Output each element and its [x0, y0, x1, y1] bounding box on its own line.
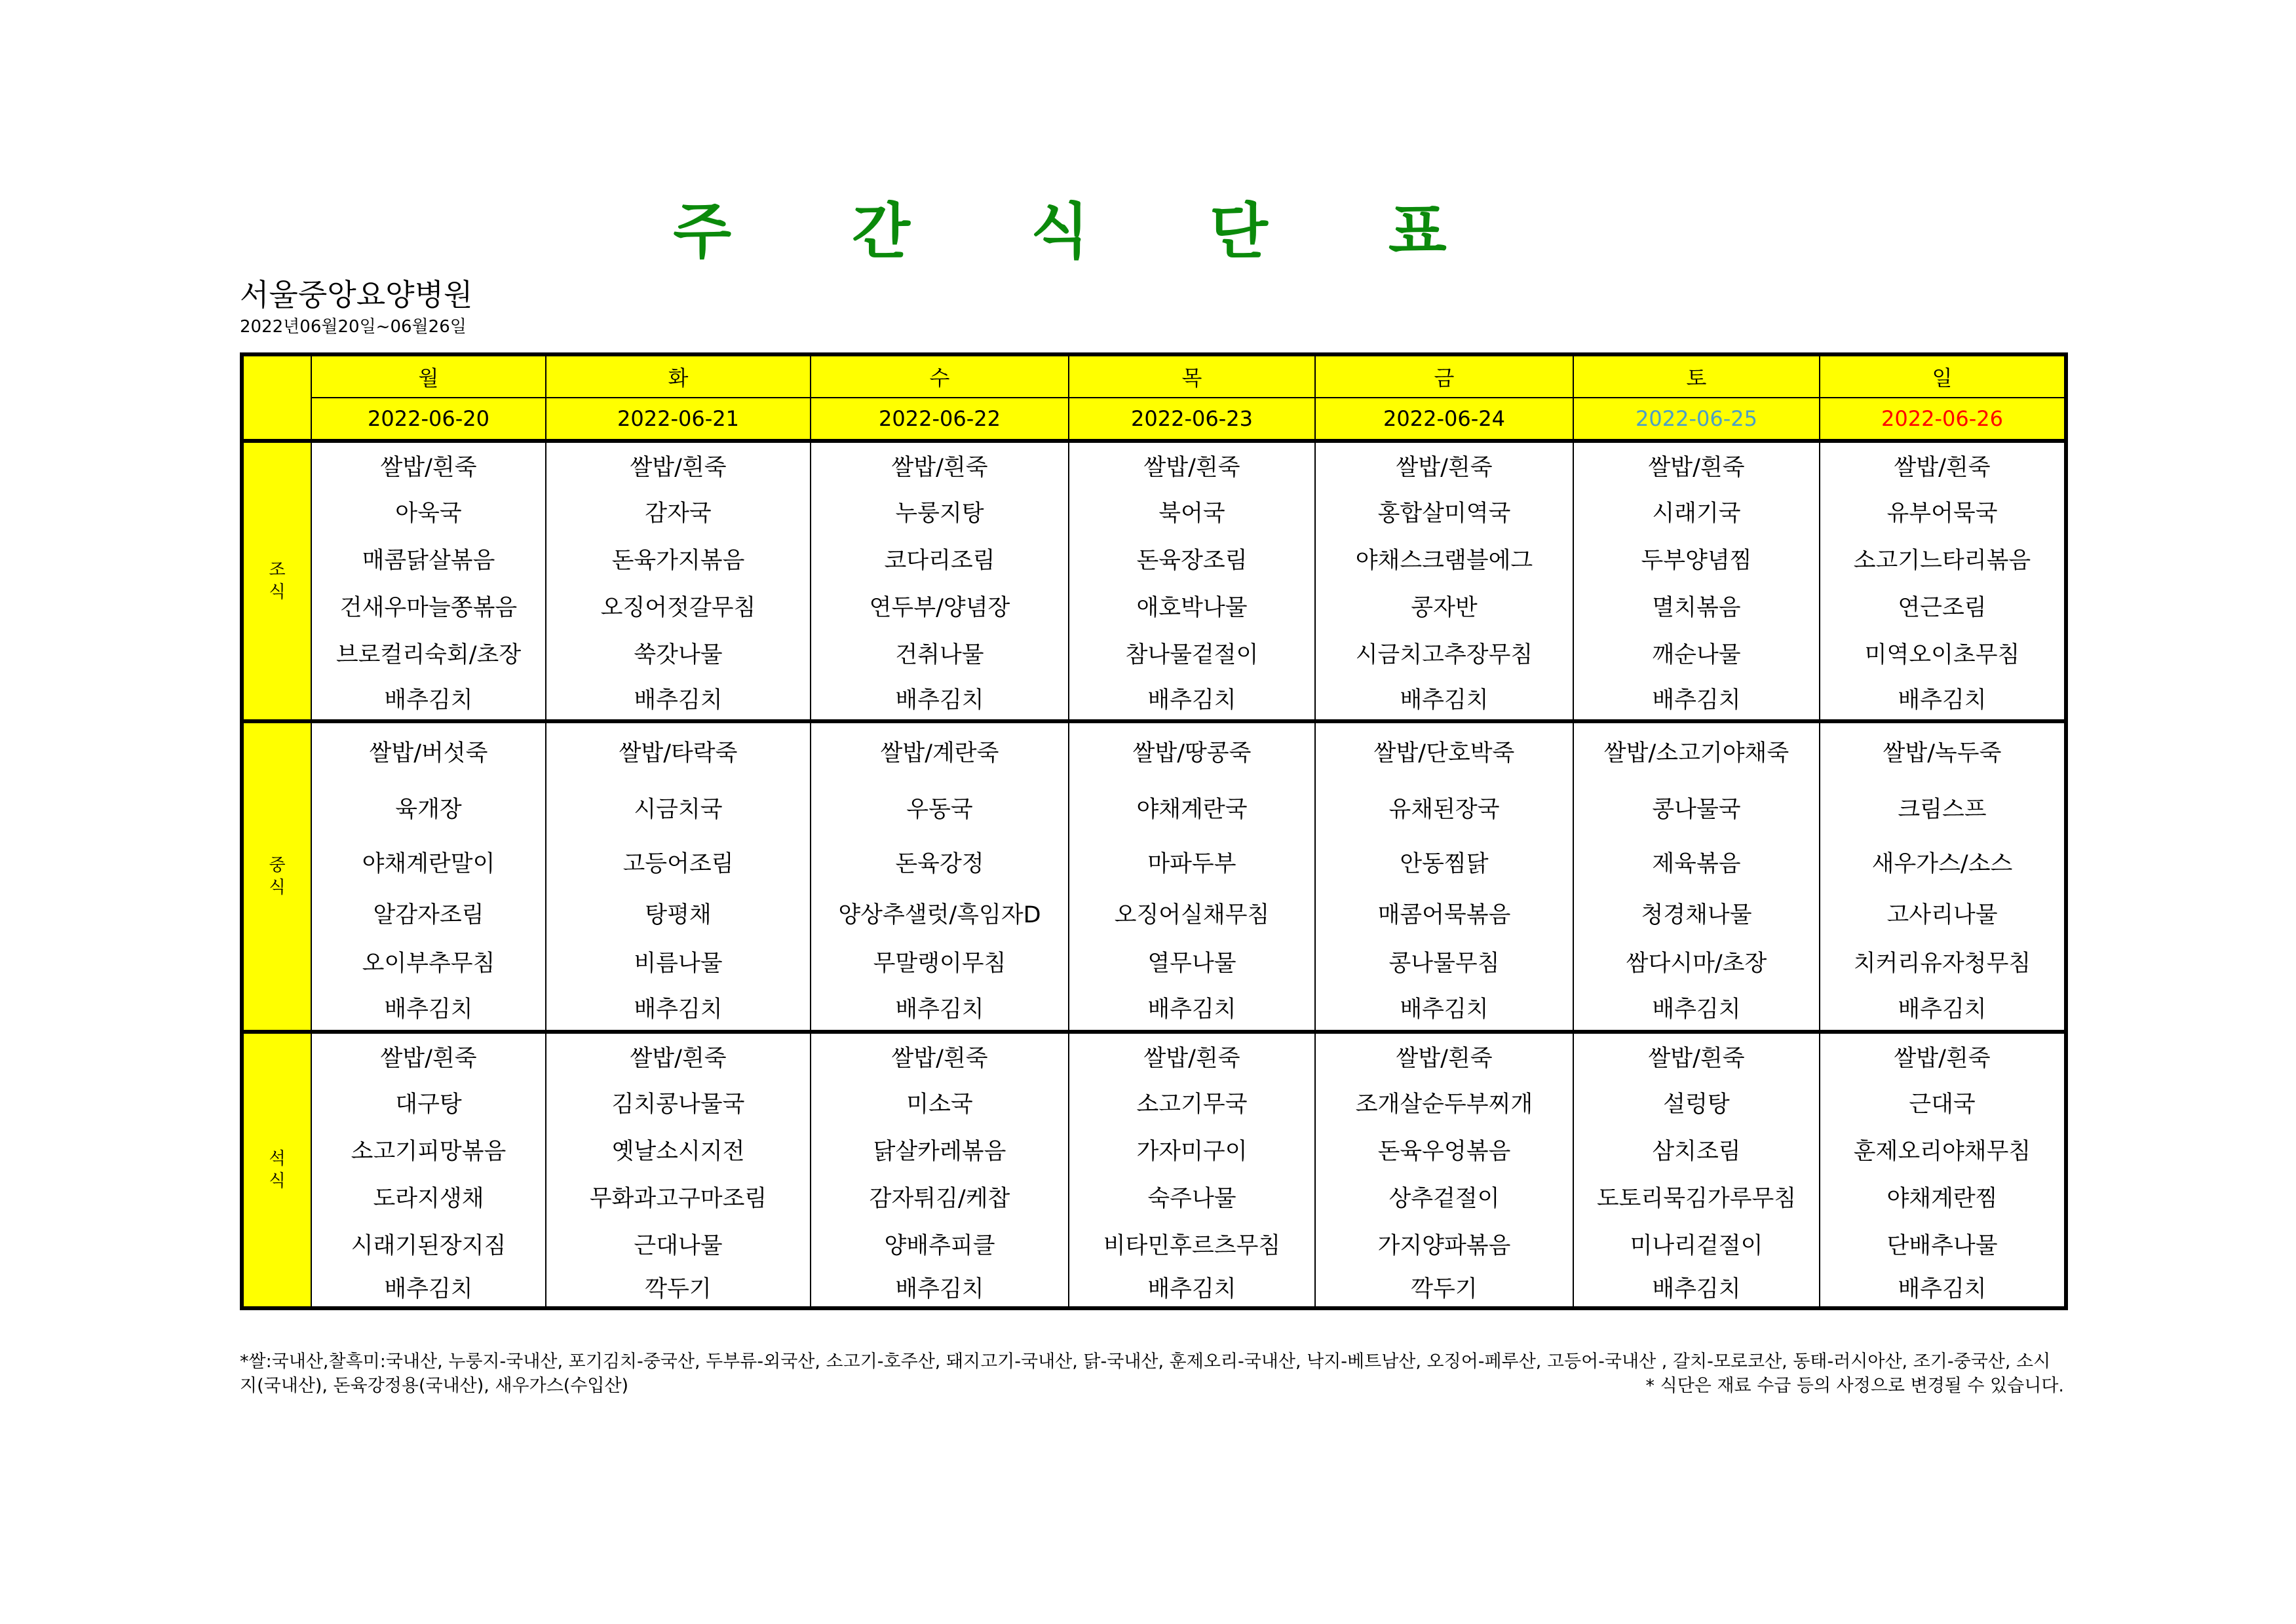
- dinner-label: [242, 1032, 311, 1308]
- dish-cell: 시금치국: [546, 779, 811, 837]
- weekly-menu-table: [240, 352, 2068, 1310]
- dish-cell: 육개장: [311, 779, 546, 837]
- dish-cell: 감자국: [546, 488, 811, 535]
- weekday-sat: 토: [1573, 354, 1820, 398]
- dish-cell: 도라지생채: [311, 1173, 546, 1220]
- date-sun: 2022-06-26: [1820, 398, 2066, 441]
- meal-label-char: 석: [269, 1149, 286, 1169]
- meal-label-char: 식: [269, 582, 286, 602]
- dish-cell: 쌈다시마/초장: [1573, 939, 1820, 985]
- corner-cell: [242, 354, 311, 441]
- dish-cell: 쌀밥/타락죽: [546, 721, 811, 779]
- dish-cell: 오징어실채무침: [1069, 888, 1315, 939]
- dish-cell: 치커리유자청무침: [1820, 939, 2066, 985]
- weekday-tue: 화: [546, 354, 811, 398]
- dish-cell: 돈육장조림: [1069, 535, 1315, 582]
- dish-cell: 배추김치: [1069, 677, 1315, 721]
- dish-cell: 쌀밥/녹두죽: [1820, 721, 2066, 779]
- lunch-row: [242, 721, 2066, 779]
- dish-cell: 고등어조림: [546, 837, 811, 888]
- lunch-row: [242, 985, 2066, 1032]
- dish-cell: 설렁탕: [1573, 1079, 1820, 1126]
- dish-cell: 미나리겉절이: [1573, 1220, 1820, 1268]
- dish-cell: 양상추샐럿/흑임자D: [811, 888, 1069, 939]
- dish-cell: 매콤닭살볶음: [311, 535, 546, 582]
- dish-cell: 배추김치: [1573, 985, 1820, 1032]
- dish-cell: 알감자조림: [311, 888, 546, 939]
- breakfast-row: [242, 488, 2066, 535]
- breakfast-row: [242, 677, 2066, 721]
- dish-cell: 쌀밥/흰죽: [311, 1032, 546, 1079]
- dish-cell: 배추김치: [1069, 985, 1315, 1032]
- date-wed: 2022-06-22: [811, 398, 1069, 441]
- dish-cell: 유부어묵국: [1820, 488, 2066, 535]
- dish-cell: 시래기된장지짐: [311, 1220, 546, 1268]
- dish-cell: 야채계란국: [1069, 779, 1315, 837]
- dish-cell: 연근조림: [1820, 582, 2066, 630]
- dish-cell: 야채스크램블에그: [1315, 535, 1573, 582]
- dish-cell: 쌀밥/소고기야채죽: [1573, 721, 1820, 779]
- dish-cell: 김치콩나물국: [546, 1079, 811, 1126]
- dish-cell: 마파두부: [1069, 837, 1315, 888]
- weekday-fri: 금: [1315, 354, 1573, 398]
- dish-cell: 콩나물국: [1573, 779, 1820, 837]
- dish-cell: 비타민후르츠무침: [1069, 1220, 1315, 1268]
- dish-cell: 새우가스/소스: [1820, 837, 2066, 888]
- hospital-name: 서울중앙요양병원: [240, 277, 473, 312]
- dinner-row: [242, 1268, 2066, 1308]
- dish-cell: 배추김치: [546, 677, 811, 721]
- dish-cell: 쌀밥/계란죽: [811, 721, 1069, 779]
- dish-cell: 소고기무국: [1069, 1079, 1315, 1126]
- dish-cell: 단배추나물: [1820, 1220, 2066, 1268]
- dish-cell: 쌀밥/흰죽: [1069, 1032, 1315, 1079]
- weekday-mon: 월: [311, 354, 546, 398]
- origin-note: *쌀:국내산,찰흑미:국내산, 누룽지-국내산, 포기김치-중국산, 두부류-외국산, 소고기-호주산, 돼지고기-국내산, 닭-국내산, 훈제오리-국내산, 낙지-베트남산, 오징어-페루산, 고등어-국내산 , 갈치-모로코산, 동태-러시아산, 조기-중국산, 소시지(국내산), 돈육강정용(국내산), 새우가스(수입산): [240, 1351, 2051, 1396]
- dish-cell: 고사리나물: [1820, 888, 2066, 939]
- dish-cell: 시금치고추장무침: [1315, 630, 1573, 677]
- breakfast-row: [242, 630, 2066, 677]
- dish-cell: 배추김치: [1315, 985, 1573, 1032]
- dish-cell: 쌀밥/흰죽: [546, 1032, 811, 1079]
- dish-cell: 대구탕: [311, 1079, 546, 1126]
- dish-cell: 멸치볶음: [1573, 582, 1820, 630]
- dinner-row: [242, 1126, 2066, 1173]
- dish-cell: 감자튀김/케찹: [811, 1173, 1069, 1220]
- lunch-row: [242, 837, 2066, 888]
- breakfast-row: [242, 582, 2066, 630]
- dish-cell: 콩나물무침: [1315, 939, 1573, 985]
- dish-cell: 배추김치: [1069, 1268, 1315, 1308]
- dish-cell: 쌀밥/흰죽: [1069, 441, 1315, 488]
- weekday-thu: 목: [1069, 354, 1315, 398]
- dish-cell: 배추김치: [1573, 1268, 1820, 1308]
- dish-cell: 소고기피망볶음: [311, 1126, 546, 1173]
- dish-cell: 애호박나물: [1069, 582, 1315, 630]
- dish-cell: 오이부추무침: [311, 939, 546, 985]
- dinner-row: [242, 1220, 2066, 1268]
- dish-cell: 크림스프: [1820, 779, 2066, 837]
- date-thu: 2022-06-23: [1069, 398, 1315, 441]
- lunch-label: [242, 721, 311, 1032]
- breakfast-row: [242, 441, 2066, 488]
- dish-cell: 조개살순두부찌개: [1315, 1079, 1573, 1126]
- dish-cell: 시래기국: [1573, 488, 1820, 535]
- dish-cell: 숙주나물: [1069, 1173, 1315, 1220]
- dish-cell: 배추김치: [1315, 677, 1573, 721]
- dish-cell: 배추김치: [811, 677, 1069, 721]
- dish-cell: 야채계란말이: [311, 837, 546, 888]
- date-tue: 2022-06-21: [546, 398, 811, 441]
- dish-cell: 배추김치: [1573, 677, 1820, 721]
- dish-cell: 배추김치: [546, 985, 811, 1032]
- dish-cell: 쌀밥/흰죽: [1820, 1032, 2066, 1079]
- dish-cell: 청경채나물: [1573, 888, 1820, 939]
- dish-cell: 소고기느타리볶음: [1820, 535, 2066, 582]
- dish-cell: 브로컬리숙회/초장: [311, 630, 546, 677]
- dish-cell: 가자미구이: [1069, 1126, 1315, 1173]
- dish-cell: 홍합살미역국: [1315, 488, 1573, 535]
- lunch-row: [242, 939, 2066, 985]
- dinner-row: [242, 1079, 2066, 1126]
- dish-cell: 쌀밥/흰죽: [811, 441, 1069, 488]
- dish-cell: 누룽지탕: [811, 488, 1069, 535]
- dish-cell: 연두부/양념장: [811, 582, 1069, 630]
- meal-label-char: 조: [269, 560, 286, 580]
- dish-cell: 쌀밥/흰죽: [1573, 441, 1820, 488]
- dish-cell: 미소국: [811, 1079, 1069, 1126]
- dish-cell: 코다리조림: [811, 535, 1069, 582]
- dish-cell: 쌀밥/흰죽: [1573, 1032, 1820, 1079]
- dish-cell: 쌀밥/흰죽: [1315, 441, 1573, 488]
- breakfast-label: [242, 441, 311, 721]
- dish-cell: 돈육우엉볶음: [1315, 1126, 1573, 1173]
- dish-cell: 가지양파볶음: [1315, 1220, 1573, 1268]
- dish-cell: 도토리묵김가루무침: [1573, 1173, 1820, 1220]
- meal-label-char: 식: [269, 1171, 286, 1191]
- dish-cell: 우동국: [811, 779, 1069, 837]
- dish-cell: 닭살카레볶음: [811, 1126, 1069, 1173]
- dish-cell: 근대나물: [546, 1220, 811, 1268]
- dish-cell: 쑥갓나물: [546, 630, 811, 677]
- dish-cell: 배추김치: [1820, 677, 2066, 721]
- dish-cell: 배추김치: [311, 1268, 546, 1308]
- dish-cell: 건취나물: [811, 630, 1069, 677]
- dish-cell: 무말랭이무침: [811, 939, 1069, 985]
- date-fri: 2022-06-24: [1315, 398, 1573, 441]
- dish-cell: 쌀밥/버섯죽: [311, 721, 546, 779]
- footnote: [240, 1350, 2064, 1398]
- dish-cell: 돈육강정: [811, 837, 1069, 888]
- dish-cell: 아욱국: [311, 488, 546, 535]
- menu-body: [242, 441, 2066, 1308]
- dish-cell: 옛날소시지전: [546, 1126, 811, 1173]
- dish-cell: 삼치조림: [1573, 1126, 1820, 1173]
- dish-cell: 무화과고구마조림: [546, 1173, 811, 1220]
- dish-cell: 깨순나물: [1573, 630, 1820, 677]
- dish-cell: 안동찜닭: [1315, 837, 1573, 888]
- dish-cell: 상추겉절이: [1315, 1173, 1573, 1220]
- dish-cell: 쌀밥/땅콩죽: [1069, 721, 1315, 779]
- dish-cell: 건새우마늘쫑볶음: [311, 582, 546, 630]
- dish-cell: 쌀밥/흰죽: [546, 441, 811, 488]
- dish-cell: 돈육가지볶음: [546, 535, 811, 582]
- dinner-row: [242, 1173, 2066, 1220]
- lunch-row: [242, 888, 2066, 939]
- dish-cell: 비름나물: [546, 939, 811, 985]
- dish-cell: 깍두기: [1315, 1268, 1573, 1308]
- dish-cell: 배추김치: [811, 985, 1069, 1032]
- lunch-row: [242, 779, 2066, 837]
- dish-cell: 북어국: [1069, 488, 1315, 535]
- dish-cell: 쌀밥/단호박죽: [1315, 721, 1573, 779]
- dish-cell: 배추김치: [311, 677, 546, 721]
- weekday-sun: 일: [1820, 354, 2066, 398]
- dish-cell: 유채된장국: [1315, 779, 1573, 837]
- weekday-header-row: [242, 354, 2066, 398]
- date-mon: 2022-06-20: [311, 398, 546, 441]
- dish-cell: 야채계란찜: [1820, 1173, 2066, 1220]
- dish-cell: 탕평채: [546, 888, 811, 939]
- menu-period: 2022년06월20일~06월26일: [240, 317, 467, 337]
- dish-cell: 양배추피클: [811, 1220, 1069, 1268]
- dish-cell: 배추김치: [811, 1268, 1069, 1308]
- dish-cell: 미역오이초무침: [1820, 630, 2066, 677]
- breakfast-row: [242, 535, 2066, 582]
- dish-cell: 배추김치: [311, 985, 546, 1032]
- weekday-wed: 수: [811, 354, 1069, 398]
- dish-cell: 쌀밥/흰죽: [1315, 1032, 1573, 1079]
- date-sat: 2022-06-25: [1573, 398, 1820, 441]
- dish-cell: 제육볶음: [1573, 837, 1820, 888]
- dish-cell: 매콤어묵볶음: [1315, 888, 1573, 939]
- meal-label-char: 식: [269, 878, 286, 897]
- dish-cell: 배추김치: [1820, 985, 2066, 1032]
- change-notice: * 식단은 재료 수급 등의 사정으로 변경될 수 있습니다.: [1645, 1376, 2064, 1396]
- page-title: 주 간 식 단 표: [673, 197, 1497, 267]
- dish-cell: 열무나물: [1069, 939, 1315, 985]
- dish-cell: 참나물겉절이: [1069, 630, 1315, 677]
- dish-cell: 쌀밥/흰죽: [811, 1032, 1069, 1079]
- dish-cell: 콩자반: [1315, 582, 1573, 630]
- dish-cell: 오징어젓갈무침: [546, 582, 811, 630]
- dish-cell: 깍두기: [546, 1268, 811, 1308]
- meal-label-char: 중: [269, 856, 286, 875]
- dish-cell: 근대국: [1820, 1079, 2066, 1126]
- dish-cell: 두부양념찜: [1573, 535, 1820, 582]
- dish-cell: 배추김치: [1820, 1268, 2066, 1308]
- dish-cell: 훈제오리야채무침: [1820, 1126, 2066, 1173]
- dish-cell: 쌀밥/흰죽: [1820, 441, 2066, 488]
- dinner-row: [242, 1032, 2066, 1079]
- dish-cell: 쌀밥/흰죽: [311, 441, 546, 488]
- date-header-row: [242, 398, 2066, 441]
